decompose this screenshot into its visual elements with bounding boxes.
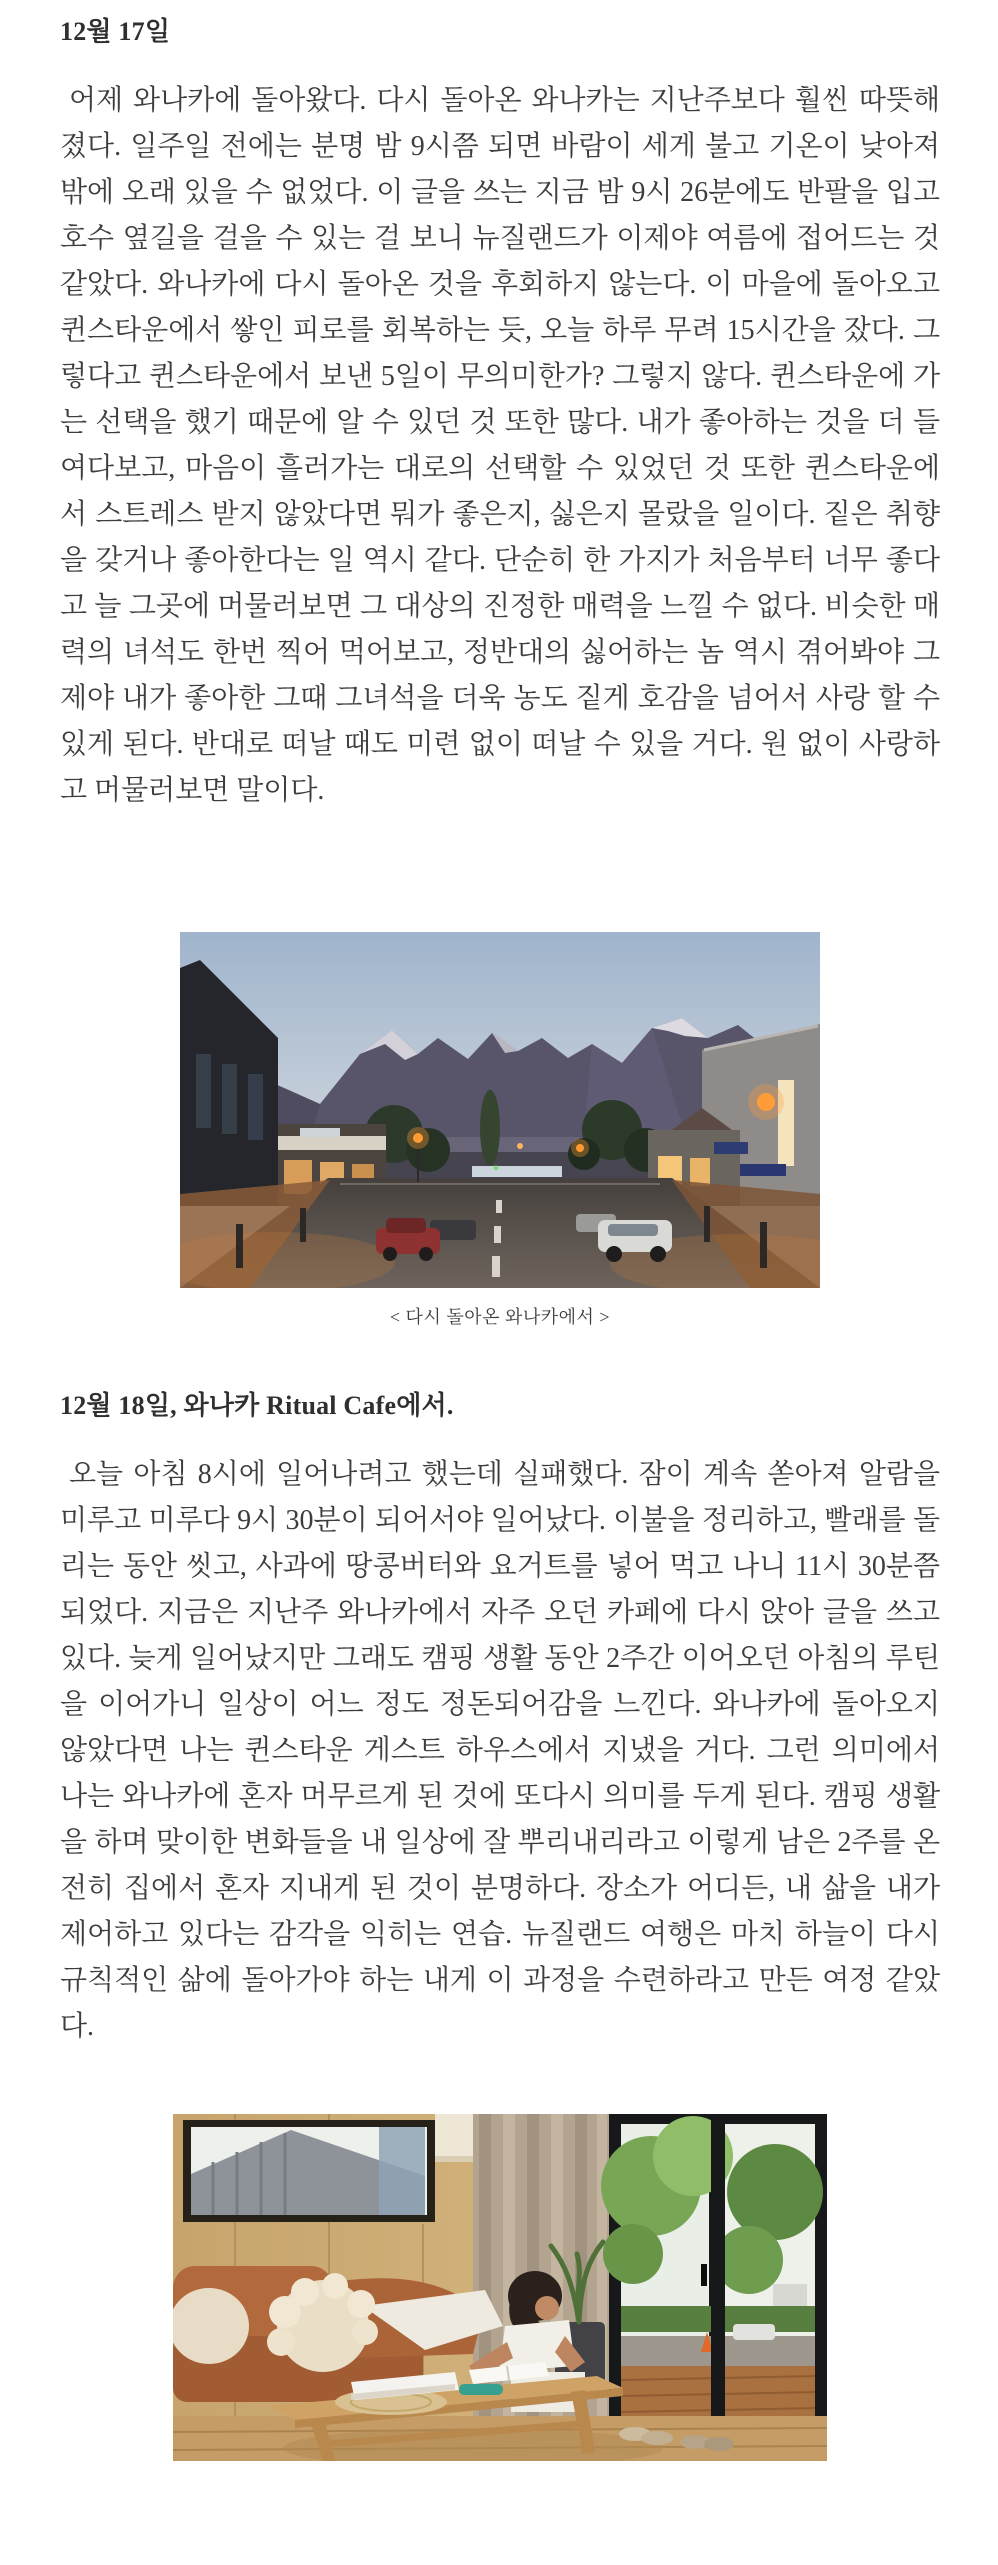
entry-2-figure: [60, 2114, 940, 2461]
entry-2-title: 12월 18일, 와나카 Ritual Cafe에서.: [60, 1391, 454, 1420]
entry-2-paragraph: 오늘 아침 8시에 일어나려고 했는데 실패했다. 잠이 계속 쏟아져 알람을 미루고 미루다 9시 30분이 되어서야 일어났다. 이불을 정리하고, 빨래를 돌리는 동안 씻고, 사과에 땅콩버터와 요거트를 넣어 먹고 나니 11시 30분쯤 되었다. 지금은 지난주 와나카에서 자주 오던 카페에 다시 앉아 글을 쓰고 있다. 늦게 일어났지만 그래도 캠핑 생활 동안 2주간 이어오던 아침의 루틴을 이어가니 일상이 어느 정도 정돈되어감을 느낀다. 와나카에 돌아오지 않았다면 나는 퀸스타운 게스트 하우스에서 지냈을 거다. 그런 의미에서 나는 와나카에 혼자 머무르게 된 것에 또다시 의미를 두게 된다. 캠핑 생활을 하며 맞이한 변화들을 내 일상에 잘 뿌리내리라고 이렇게 남은 2주를 온전히 집에서 혼자 지내게 된 것이 분명하다. 장소가 어디든, 내 삶을 내가 제어하고 있다는 감각을 익히는 연습. 뉴질랜드 여행은 마치 하늘이 다시 규칙적인 삶에 돌아가야 하는 내게 이 과정을 수련하라고 만든 여정 같았다.: [60, 1459, 940, 2042]
photo-livingroom-writing: [173, 2114, 827, 2461]
entry-1-figure: [60, 932, 940, 1330]
entry-1-title: 12월 17일: [60, 17, 171, 46]
photo-wanaka-street: [180, 932, 820, 1288]
diary-post: [0, 14, 998, 2461]
photo-caption: < 다시 돌아온 와나카에서 >: [389, 1307, 611, 1327]
entry-1-paragraph: 어제 와나카에 돌아왔다. 다시 돌아온 와나카는 지난주보다 훨씬 따뜻해졌다. 일주일 전에는 분명 밤 9시쯤 되면 바람이 세게 불고 기온이 낮아져 밖에 오래 있을 수 없었다. 이 글을 쓰는 지금 밤 9시 26분에도 반팔을 입고 호수 옆길을 걸을 수 있는 걸 보니 뉴질랜드가 이제야 여름에 접어드는 것 같았다. 와나카에 다시 돌아온 것을 후회하지 않는다. 이 마을에 돌아오고 퀸스타운에서 쌓인 피로를 회복하는 듯, 오늘 하루 무려 15시간을 잤다. 그렇다고 퀸스타운에서 보낸 5일이 무의미한가? 그렇지 않다. 퀸스타운에 가는 선택을 했기 때문에 알 수 있던 것 또한 많다. 내가 좋아하는 것을 더 들여다보고, 마음이 흘러가는 대로의 선택할 수 있었던 것 또한 퀸스타운에서 스트레스 받지 않았다면 뭐가 좋은지, 싫은지 몰랐을 일이다. 짙은 취향을 갖거나 좋아한다는 일 역시 같다. 단순히 한 가지가 처음부터 너무 좋다고 늘 그곳에 머물러보면 그 대상의 진정한 매력을 느낄 수 없다. 비슷한 매력의 녀석도 한번 찍어 먹어보고, 정반대의 싫어하는 놈 역시 겪어봐야 그제야 내가 좋아한 그때 그녀석을 더욱 농도 짙게 호감을 넘어서 사랑 할 수 있게 된다. 반대로 떠날 때도 미련 없이 떠날 수 있을 거다. 원 없이 사랑하고 머물러보면 말이다.: [60, 85, 940, 806]
